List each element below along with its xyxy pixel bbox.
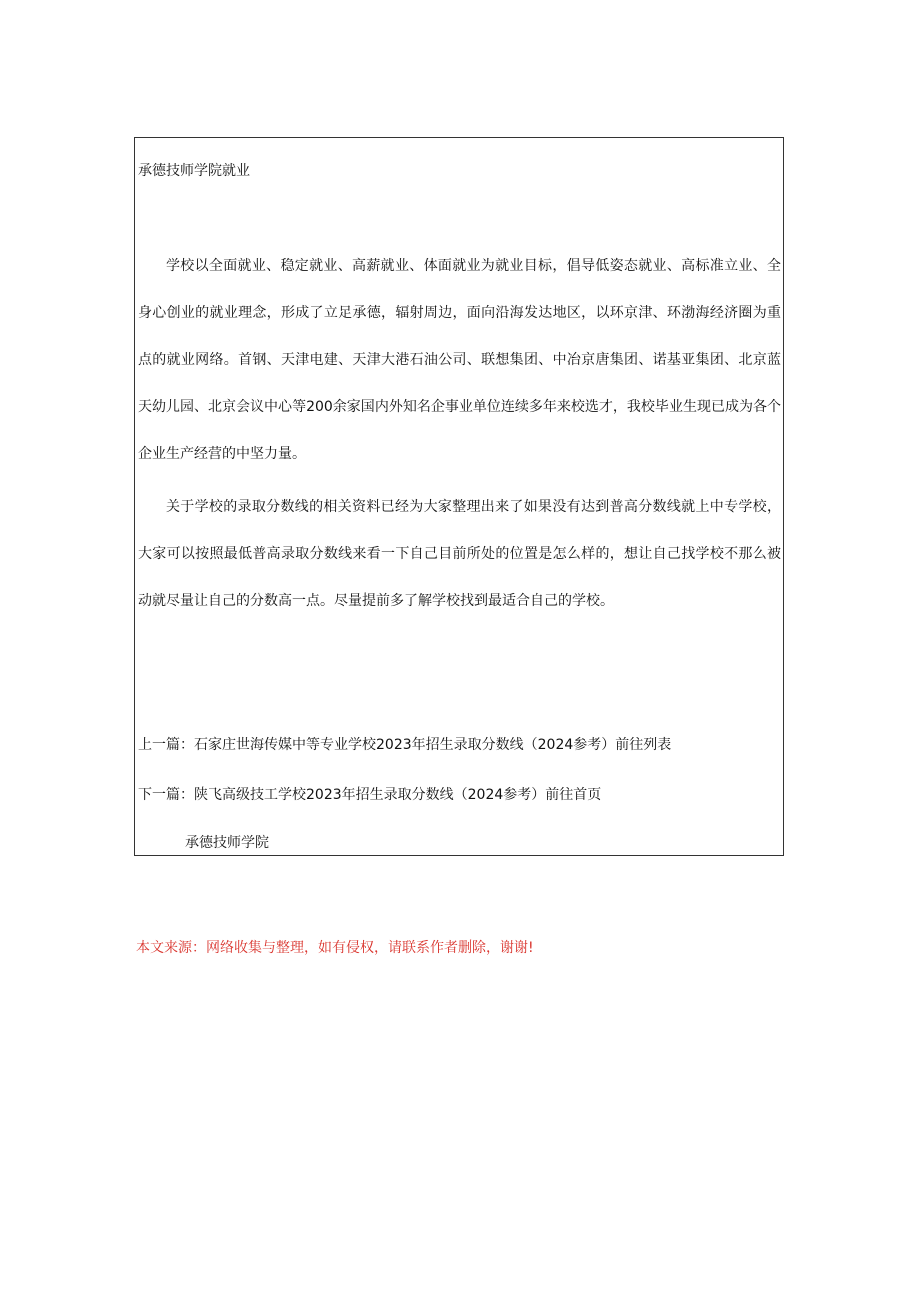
document-title: 承德技师学院就业 [138, 163, 250, 179]
document-box [134, 137, 784, 856]
previous-article-link[interactable]: 上一篇：石家庄世海传媒中等专业学校2023年招生录取分数线（2024参考）前往列表 [138, 737, 672, 753]
next-article-link[interactable]: 下一篇：陕飞高级技工学校2023年招生录取分数线（2024参考）前往首页 [138, 787, 602, 803]
school-name-footer: 承德技师学院 [185, 835, 269, 851]
paragraph-employment: 学校以全面就业、稳定就业、高薪就业、体面就业为就业目标，倡导低姿态就业、高标准立业、全身心创业的就业理念，形成了立足承德，辐射周边，面向沿海发达地区，以环京津、环渤海经济圈为重点的就业网络。首钢、天津电建、天津大港石油公司、联想集团、中冶京唐集团、诺基亚集团、北京蓝天幼儿园、北京会议中心等200余家国内外知名企事业单位连续多年来校选才，我校毕业生现已成为各个企业生产经营的中坚力量。 [138, 258, 781, 462]
source-note: 本文来源：网络收集与整理，如有侵权，请联系作者删除，谢谢! [136, 940, 534, 956]
paragraph-admission: 关于学校的录取分数线的相关资料已经为大家整理出来了如果没有达到普高分数线就上中专学校，大家可以按照最低普高录取分数线来看一下自己目前所处的位置是怎么样的，想让自己找学校不那么被动就尽量让自己的分数高一点。尽量提前多了解学校找到最适合自己的学校。 [138, 499, 781, 609]
